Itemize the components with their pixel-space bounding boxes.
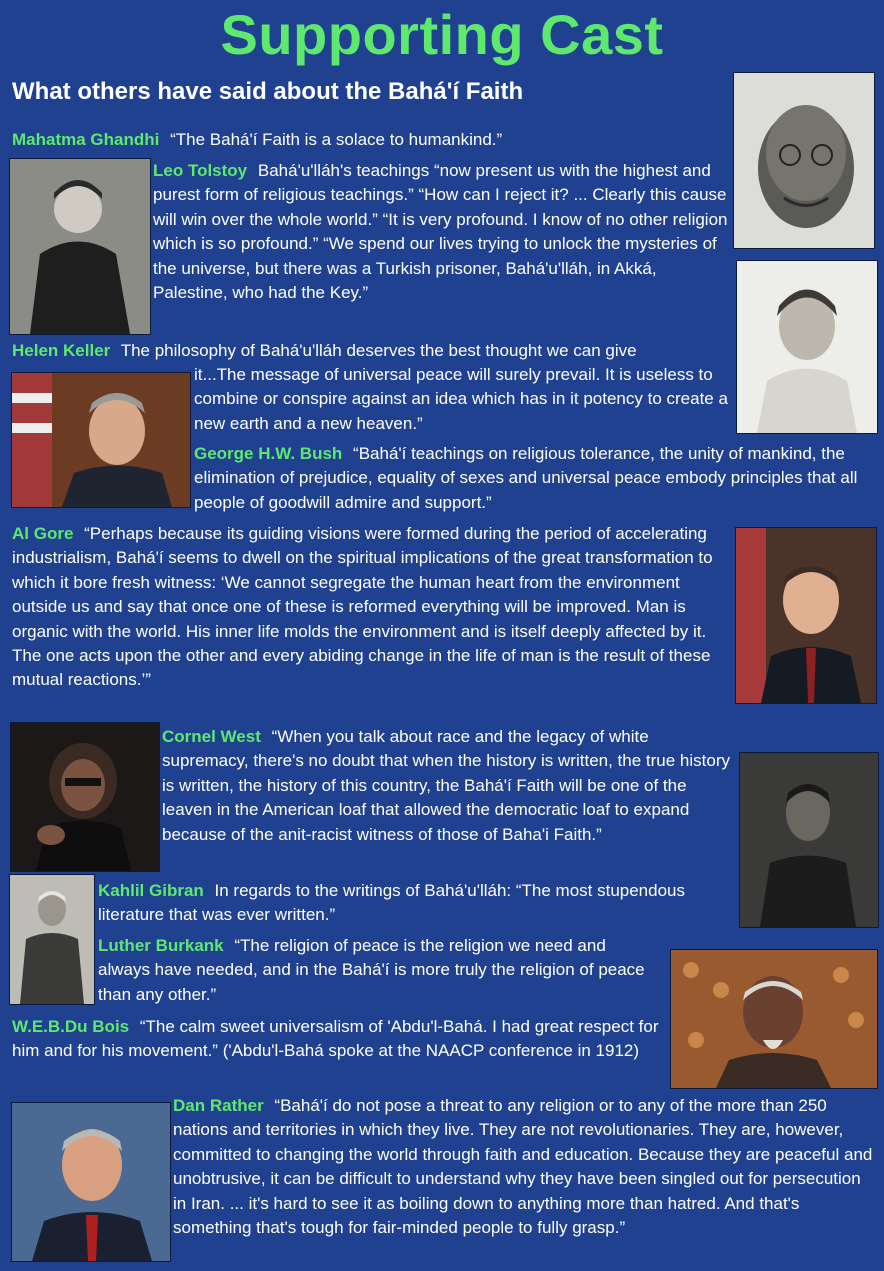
quote-author: Luther Burkank <box>98 936 224 955</box>
quote-author: Dan Rather <box>173 1096 264 1115</box>
quote-text: “Perhaps because its guiding visions were formed during the period of accelerating industrialism, Bahá'í seems to dwell on the spiritual implications of the great transformation to which it bore fresh witness: ‘We cannot segregate the human heart from the environment outside us and say that once one of these is reformed everything will be improved. Man is organic with the world. His inner life molds the environment and is itself deeply affected by it. The one acts upon the other and every abiding change in the life of man is the result of these mutual reactions.’” <box>12 524 713 690</box>
quote-dubois <box>12 1015 662 1064</box>
portrait-rather <box>11 1102 171 1262</box>
quote-author: Al Gore <box>12 524 74 543</box>
quote-tolstoy <box>153 159 733 305</box>
page-title: Supporting Cast <box>220 3 664 66</box>
quote-author: Kahlil Gibran <box>98 881 204 900</box>
quote-text: “The calm sweet universalism of 'Abdu'l-Bahá. I had great respect for him and for his movement.” ('Abdu'l-Bahá spoke at the NAACP conference in 1912) <box>12 1017 659 1061</box>
quote-author: W.E.B.Du Bois <box>12 1017 130 1036</box>
quote-text: Bahá'u'lláh's teachings “now present us with the highest and purest form of religious teachings.” “How can I reject it? ... Clearly this cause will win over the whole world.” “It is very profound. I know of no other religion which is so profound.” “We spend our lives trying to unlock the mysteries of the universe, but there was a Turkish prisoner, Bahá'u'lláh, in Akká, Palestine, who had the Key.” <box>153 161 728 303</box>
portrait-gore <box>735 527 877 704</box>
quote-gore <box>12 522 732 693</box>
quote-text: “Bahá'í teachings on religious tolerance, the unity of mankind, the elimination of prejudice, equality of sexes and universal peace embody principles that all people of goodwill admire and support.” <box>194 444 858 512</box>
quote-author: George H.W. Bush <box>194 444 343 463</box>
portrait-keller <box>736 260 878 434</box>
quote-ghandhi <box>12 128 712 152</box>
portrait-west <box>10 722 160 872</box>
quote-rather <box>173 1094 873 1240</box>
quote-keller-line1 <box>12 339 734 363</box>
quote-bush <box>194 442 866 515</box>
quote-west <box>162 725 734 847</box>
quote-author: Cornel West <box>162 727 261 746</box>
quote-text: “When you talk about race and the legacy of white supremacy, there's no doubt that when the history is written, the true history is written, the history of this country, the Bahá'í Faith will be one of the leaven in the American loaf that allowed the democratic loaf to expand because of the anit-racist witness of those of Baha'i Faith.” <box>162 727 730 844</box>
quote-author: Leo Tolstoy <box>153 161 248 180</box>
quote-text: it...The message of universal peace will surely prevail. It is useless to combine or conspire against an idea which has in it potency to create a new earth and a new heaven.” <box>194 365 728 433</box>
quote-text: “The Bahá'í Faith is a solace to humankind.” <box>170 130 503 149</box>
quote-burbank <box>98 934 658 1007</box>
portrait-ghandhi <box>733 72 875 249</box>
page-subtitle: What others have said about the Bahá'í Faith <box>12 78 524 105</box>
quote-gibran <box>98 879 698 928</box>
portrait-tolstoy <box>9 158 151 335</box>
quote-text: The philosophy of Bahá'u'lláh deserves the best thought we can give <box>120 341 637 360</box>
portrait-gibran-dark <box>739 752 879 928</box>
quote-text: In regards to the writings of Bahá'u'lláh: “The most stupendous literature that was ever written.” <box>98 881 686 925</box>
quote-author: Helen Keller <box>12 341 111 360</box>
portrait-burbank <box>9 874 95 1005</box>
quote-keller-rest <box>194 363 729 436</box>
quote-text: “The religion of peace is the religion we need and always have needed, and in the Bahá'í is more truly the religion of peace than any other.” <box>98 936 645 1004</box>
quote-text: “Bahá'í do not pose a threat to any religion or to any of the more than 250 nations and territories in which they live. They are not revolutionaries. They are, however, committed to changing the world through faith and education. Because they are peaceful and unobtrusive, it can be difficult to understand why they have been singled out for persecution in Iran. ... it's hard to see it as boiling down to anything more than hatred. And that's something that's tough for fair-minded people to fully grasp.” <box>173 1096 873 1238</box>
portrait-bush <box>11 372 191 508</box>
portrait-dubois <box>670 949 878 1089</box>
quote-author: Mahatma Ghandhi <box>12 130 160 149</box>
